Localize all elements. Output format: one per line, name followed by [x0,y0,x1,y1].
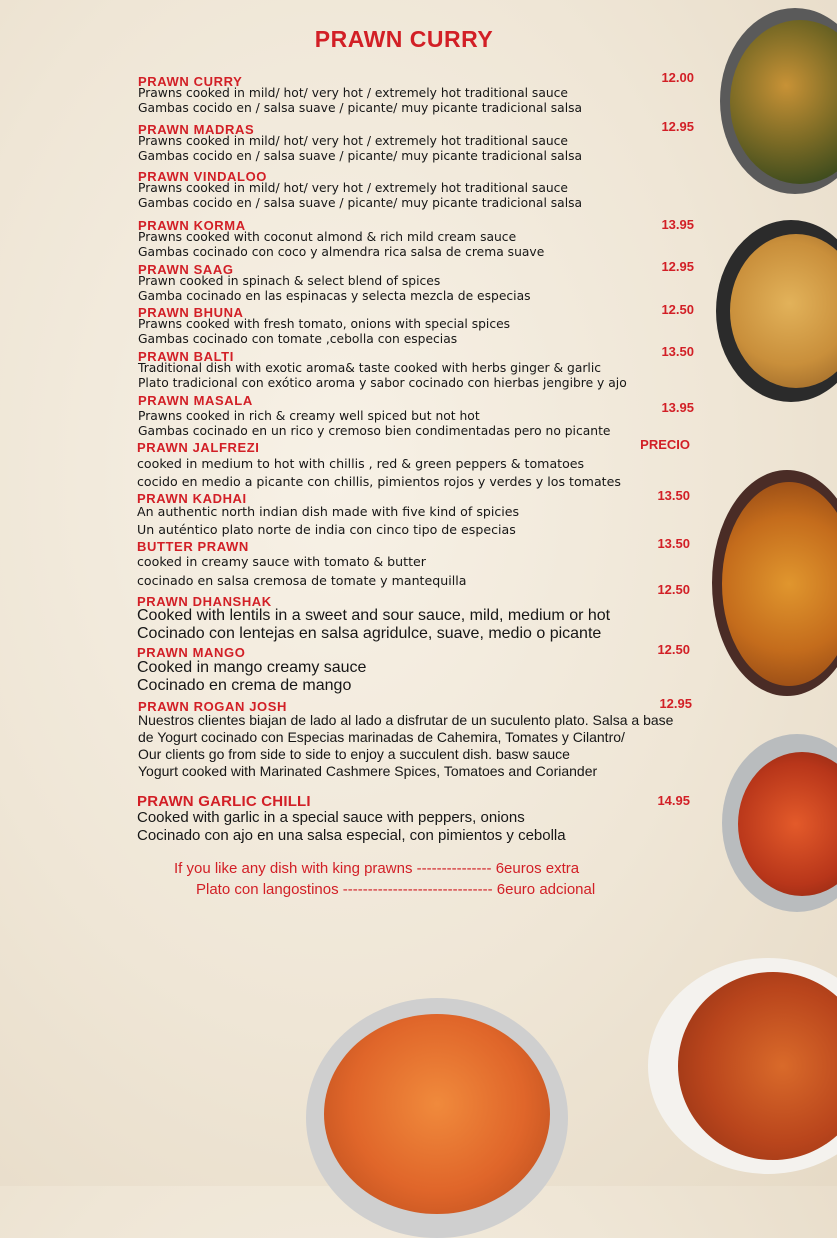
menu-item-prawn-jalfrezi [137,437,690,490]
item-price: 12.50 [657,642,690,657]
item-desc-es: Gambas cocinado con coco y almendra rica salsa de crema suave [138,244,545,259]
item-price: PRECIO [640,437,690,452]
item-desc-en: Prawns cooked with fresh tomato, onions with special spices [138,317,511,331]
item-desc-es: cocido en medio a picante con chillis, pimientos rojos y verdes y los tomates [137,473,621,489]
item-name: PRAWN KADHAI [137,491,247,506]
menu-item-prawn-balti [138,346,694,390]
item-name: PRAWN GARLIC CHILLI [137,793,311,810]
item-desc-en-2: Yogurt cooked with Marinated Cashmere Spices, Tomatoes and Coriander [138,763,598,779]
item-desc-en: Cooked in mango creamy sauce [137,659,367,676]
item-desc-en: An authentic north indian dish made with five kind of spicies [137,504,520,519]
menu-item-butter-prawn [137,536,690,589]
item-price: 12.50 [661,302,694,317]
menu-item-prawn-kadhai [137,488,690,538]
item-name: PRAWN KORMA [138,218,246,233]
item-name: PRAWN JALFREZI [137,440,260,455]
dish-photo-dhanshak [712,470,837,696]
item-name: PRAWN BHUNA [138,305,244,320]
item-desc-es-2: de Yogurt cocinado con Especias marinadas de Cahemira, Tomates y Cilantro/ [138,729,625,745]
item-desc-es: Plato tradicional con exótico aroma y sabor cocinado con hierbas jengibre y ajo [138,375,627,390]
menu-item-prawn-rogan-josh [138,696,698,780]
item-desc-es: Cocinado con ajo en una salsa especial, con pimientos y cebolla [137,827,566,844]
item-price: 12.00 [661,70,694,85]
item-price: 14.95 [657,793,690,808]
dish-photo-garlic-prawns [648,958,837,1174]
page-title: PRAWN CURRY [314,26,494,52]
menu-item-prawn-garlic-chilli [137,791,690,845]
menu-item-prawn-mango [137,642,690,695]
item-desc-en-1: Our clients go from side to side to enjoy a succulent dish. basw sauce [138,746,570,762]
item-desc-es: Un auténtico plato norte de india con cinco tipo de especias [137,521,516,537]
item-desc-en: cooked in medium to hot with chillis , red & green peppers & tomatoes [137,456,585,471]
menu-item-prawn-curry [138,71,694,115]
item-price: 13.50 [657,488,690,503]
item-name: PRAWN MANGO [137,645,246,660]
item-desc-en: Prawn cooked in spinach & select blend of spices [138,274,441,288]
item-price: 12.95 [661,119,694,134]
item-desc-es: Gambas cocinado en un rico y cremoso bien condimentadas pero no picante [138,423,611,438]
item-price: 13.50 [661,344,694,359]
item-desc-es: Gambas cocinado con tomate ,cebolla con especias [138,331,458,346]
item-desc-es: cocinado en salsa cremosa de tomate y mantequilla [137,572,467,588]
king-prawns-note-es: Plato con langostinos ------------------------------ 6euro adcional [196,881,596,898]
menu-item-prawn-korma [138,215,694,259]
menu-item-prawn-bhuna [138,302,694,346]
item-price: 13.95 [661,217,694,232]
item-desc-es: Gamba cocinado en las espinacas y selecta mezcla de especias [138,288,531,303]
item-name: PRAWN MADRAS [138,122,255,137]
menu-item-prawn-vindaloo [138,166,694,210]
item-name: PRAWN VINDALOO [138,169,268,184]
item-desc-es: Cocinado en crema de mango [137,677,352,694]
item-desc-en: Cooked with lentils in a sweet and sour sauce, mild, medium or hot [137,607,611,624]
item-name: BUTTER PRAWN [137,539,249,554]
item-name: PRAWN DHANSHAK [137,594,272,609]
king-prawns-note-en: If you like any dish with king prawns --------------- 6euros extra [174,860,580,877]
item-name: PRAWN ROGAN JOSH [138,699,288,714]
item-desc-es: Gambas cocido en / salsa suave / picante/ muy picante tradicional salsa [138,148,583,163]
item-price: 13.50 [657,536,690,551]
item-name: PRAWN SAAG [138,262,234,277]
item-desc-en: Prawns cooked in rich & creamy well spiced but not hot [138,409,480,423]
item-desc-es: Cocinado con lentejas en salsa agridulce, suave, medio o picante [137,625,602,642]
menu-item-prawn-madras [138,119,694,163]
dish-photo-butter-prawn [306,998,568,1238]
menu-item-prawn-dhanshak [137,582,690,643]
item-desc-en: Prawns cooked with coconut almond & rich mild cream sauce [138,230,517,244]
item-desc-es: Gambas cocido en / salsa suave / picante/ muy picante tradicional salsa [138,100,583,115]
item-price: 12.50 [657,582,690,597]
item-price: 13.95 [661,400,694,415]
menu-item-prawn-masala [138,390,694,438]
dish-photo-rogan-josh [722,734,837,912]
menu-item-prawn-saag [138,259,694,303]
item-desc-en: Prawns cooked in mild/ hot/ very hot / extremely hot traditional sauce [138,86,568,100]
item-name: PRAWN BALTI [138,349,234,364]
item-name: PRAWN MASALA [138,393,253,408]
item-desc-es: Gambas cocido en / salsa suave / picante/ muy picante tradicional salsa [138,195,583,210]
item-desc-en: Traditional dish with exotic aroma& taste cooked with herbs ginger & garlic [138,361,601,375]
item-desc-en: cooked in creamy sauce with tomato & butter [137,554,426,569]
item-name: PRAWN CURRY [138,74,243,89]
dish-photo-korma [716,220,837,402]
item-desc-en: Prawns cooked in mild/ hot/ very hot / extremely hot traditional sauce [138,134,568,148]
item-desc-en: Cooked with garlic in a special sauce with peppers, onions [137,809,525,826]
item-price: 12.95 [661,259,694,274]
item-desc-en: Prawns cooked in mild/ hot/ very hot / extremely hot traditional sauce [138,181,568,195]
item-desc-es-1: Nuestros clientes biajan de lado al lado a disfrutar de un suculento plato. Salsa a base [138,712,674,728]
item-price: 12.95 [659,696,692,711]
